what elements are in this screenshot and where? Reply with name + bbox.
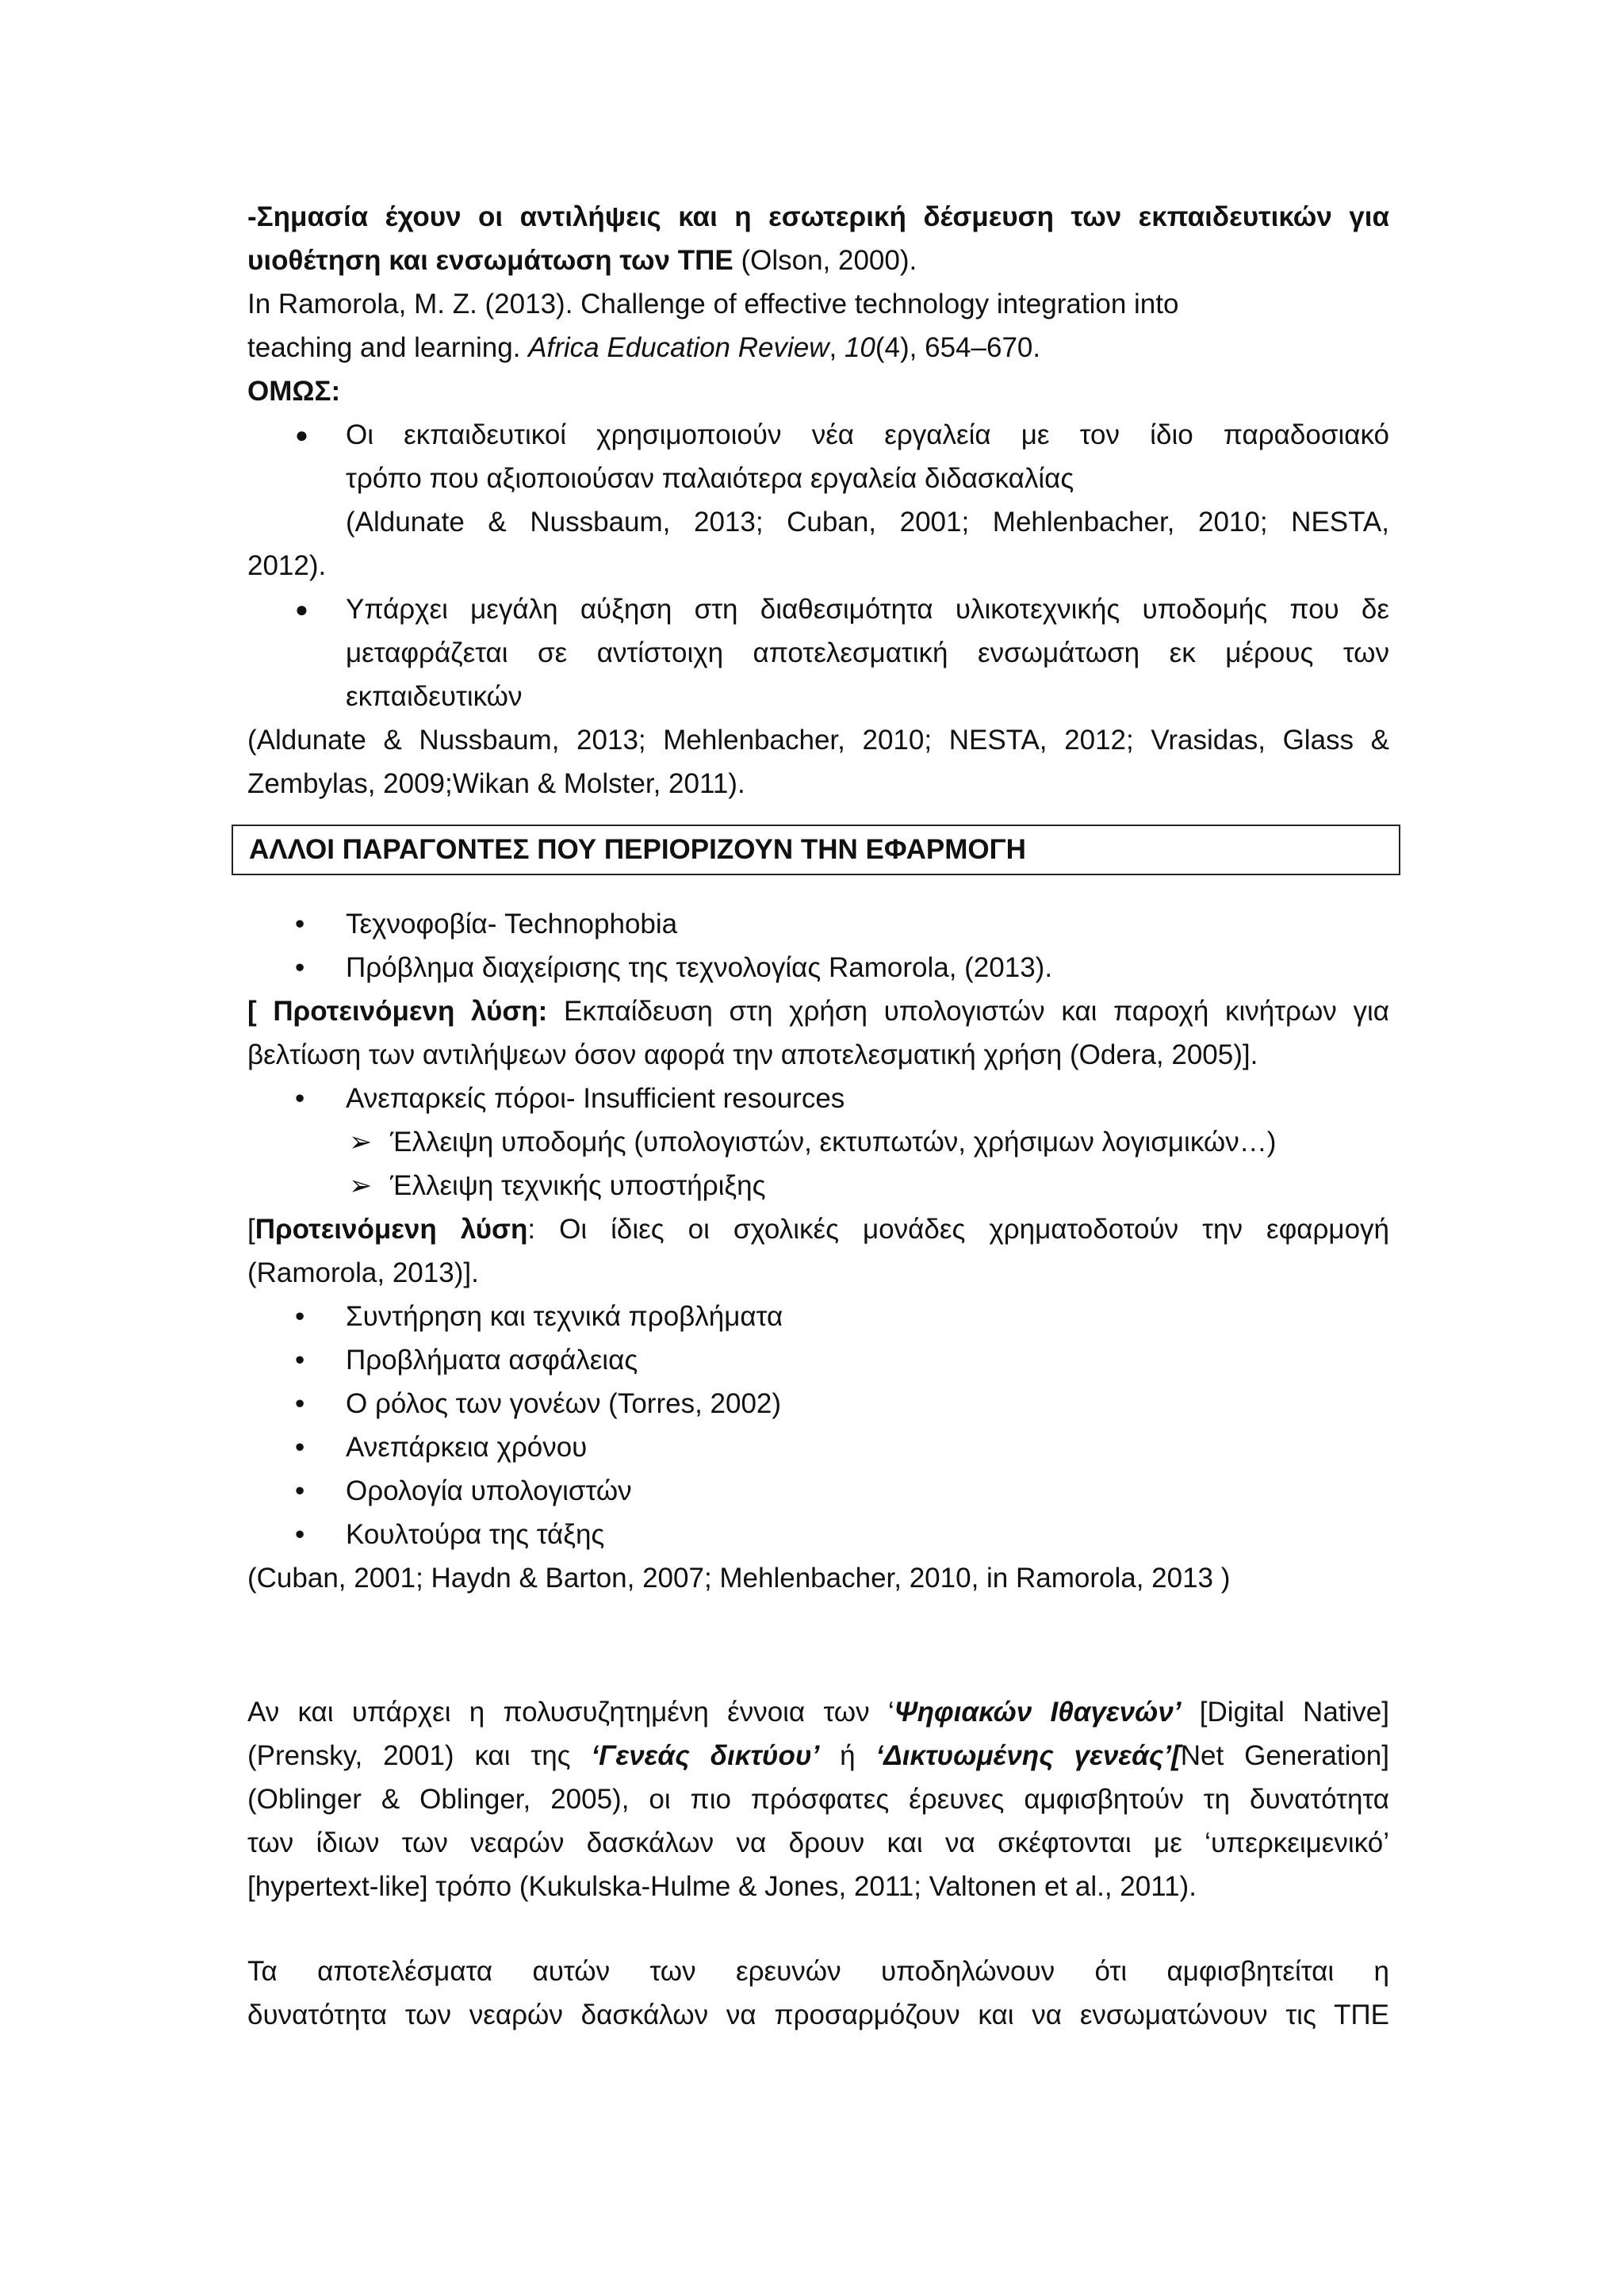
solution-1-label: Προτεινόμενη λύση: [273, 996, 548, 1027]
para-1-line-2 [247, 1734, 1389, 1777]
factor-technophobia: Τεχνοφοβία- Technophobia [346, 909, 678, 939]
omos-label: ΟΜΩΣ: [247, 376, 341, 407]
bullet-1-line-2: τρόπο που αξιοποιούσαν παλαιότερα εργαλεία διδασκαλίας [346, 463, 1074, 494]
factor-insufficient-resources: Ανεπαρκείς πόροι- Insufficient resources [346, 1083, 845, 1114]
sub-infrastructure: Έλλειψη υποδομής (υπολογιστών, εκτυπωτών, χρήσιμων λογισμικών…) [390, 1127, 1277, 1158]
list-item [247, 1295, 1389, 1338]
bullet-icon: ● [295, 597, 308, 622]
reference-volume: 10 [844, 332, 875, 363]
para-1-l1a: Αν και υπάρχει η πολυσυζητημένη έννοια των ‘ [247, 1697, 894, 1728]
bullet-2-citation-2: Zembylas, 2009;Wikan & Molster, 2011). [247, 768, 745, 799]
list-item [247, 1382, 1389, 1425]
factor-maintenance: Συντήρηση και τεχνικά προβλήματα [346, 1301, 783, 1332]
bullet-2-citation-1: (Aldunate & Nussbaum, 2013; Mehlenbacher, 2010; NESTA, 2012; Vrasidas, Glass & [247, 725, 1389, 756]
document-body [247, 195, 1389, 2037]
list-item [247, 1469, 1389, 1513]
factor-technology-management: Πρόβλημα διαχείρισης της τεχνολογίας Ramorola, (2013). [346, 952, 1053, 983]
bullet-icon: • [295, 1301, 305, 1332]
list-item [247, 587, 1389, 718]
bullet-icon: • [295, 1519, 305, 1550]
solution-1-line-1 [247, 989, 1389, 1033]
solution-2-line-1 [247, 1207, 1389, 1251]
para-1-line-1 [247, 1690, 1389, 1734]
solution-1-text: Εκπαίδευση στη χρήση υπολογιστών και παροχή κινήτρων για [547, 996, 1389, 1027]
list-item [247, 1120, 1389, 1164]
para-1-l2c: ή [819, 1740, 876, 1771]
list-item [247, 1425, 1389, 1469]
factor-terminology: Ορολογία υπολογιστών [346, 1475, 632, 1506]
reference-line-2 [247, 326, 1389, 369]
solution-1-line-2: βελτίωση των αντιλήψεων όσον αφορά την αποτελεσματική χρήση (Odera, 2005)]. [247, 1039, 1258, 1070]
bullet-icon: • [295, 1432, 305, 1463]
bullet-1-line-1: Οι εκπαιδευτικοί χρησιμοποιούν νέα εργαλεία με τον ίδιο παραδοσιακό [346, 419, 1389, 450]
bullet-1-citation-1: (Aldunate & Nussbaum, 2013; Cuban, 2001; Mehlenbacher, 2010; NESTA, [346, 507, 1389, 538]
solution-1-open: [ [247, 996, 274, 1027]
intro-line-2 [247, 239, 1389, 282]
para-1-line-4: των ίδιων των νεαρών δασκάλων να δρουν και να σκέφτονται με ‘υπερκειμενικό’ [247, 1827, 1389, 1858]
list-item [247, 1164, 1389, 1207]
bullet-2-line-3: εκπαιδευτικών [346, 681, 523, 712]
list-item [247, 1077, 1389, 1120]
factor-time: Ανεπάρκεια χρόνου [346, 1432, 588, 1463]
bullet-icon: • [295, 1388, 305, 1419]
para-1-line-3: (Oblinger & Oblinger, 2005), οι πιο πρόσφατες έρευνες αμφισβητούν τη δυνατότητα [247, 1784, 1389, 1815]
solution-2-line-2: (Ramorola, 2013)]. [247, 1257, 479, 1288]
factor-security: Προβλήματα ασφάλειας [346, 1345, 638, 1376]
list-item [247, 1338, 1389, 1382]
bullet-icon: • [295, 909, 305, 939]
intro-citation: (Olson, 2000). [733, 245, 917, 276]
para-2-line-1: Τα αποτελέσματα αυτών των ερευνών υποδηλώνουν ότι αμφισβητείται η [247, 1956, 1389, 1987]
para-1-networked-generation: ‘Δικτυωμένης γενεάς’[ [875, 1740, 1181, 1771]
reference-line-1: In Ramorola, M. Z. (2013). Challenge of effective technology integration into [247, 289, 1179, 320]
para-2-line-2: δυνατότητα των νεαρών δασκάλων να προσαρμόζουν και να ενσωματώνουν τις ΤΠΕ [247, 1999, 1389, 2030]
para-1-l1c: [Digital Native] [1181, 1697, 1389, 1728]
solution-2-label: Προτεινόμενη λύση [255, 1214, 528, 1245]
bullet-icon: • [295, 1345, 305, 1376]
arrow-bullet-icon: ➢ [349, 1127, 373, 1158]
bullet-icon: ● [295, 423, 308, 447]
bullet-2-line-2: μεταφράζεται σε αντίστοιχη αποτελεσματική ενσωμάτωση εκ μέρους των [346, 637, 1389, 668]
factor-classroom-culture: Κουλτούρα της τάξης [346, 1519, 605, 1550]
sub-technical-support: Έλλειψη τεχνικής υποστήριξης [390, 1170, 766, 1201]
reference-journal: Africa Education Review [528, 332, 829, 363]
reference-rest: (4), 654–670. [875, 332, 1041, 363]
bullet-1-citation-2: 2012). [247, 550, 327, 581]
list-item [247, 413, 1389, 500]
reference-pre: teaching and learning. [247, 332, 529, 363]
intro-bold-line-2: υιοθέτηση και ενσωμάτωση των ΤΠΕ [247, 245, 733, 276]
para-1-l2e: Net Generation] [1180, 1740, 1389, 1771]
bullet-icon: • [295, 952, 305, 983]
para-1-l2a: (Prensky, 2001) και της [247, 1740, 592, 1771]
factor-parents: Ο ρόλος των γονέων (Torres, 2002) [346, 1388, 782, 1419]
list-item [247, 1513, 1389, 1556]
bullet-icon: • [295, 1083, 305, 1114]
para-1-net-generation: ‘Γενεάς δικτύου’ [591, 1740, 820, 1771]
list-item [247, 946, 1389, 989]
arrow-bullet-icon: ➢ [349, 1170, 373, 1201]
reference-comma: , [829, 332, 845, 363]
bullet-2-line-1: Υπάρχει μεγάλη αύξηση στη διαθεσιμότητα υλικοτεχνικής υποδομής που δε [346, 594, 1389, 625]
list-item [247, 902, 1389, 946]
solution-2-open: [ [247, 1214, 255, 1245]
section-heading: ΑΛΛΟΙ ΠΑΡΑΓΟΝΤΕΣ ΠΟΥ ΠΕΡΙΟΡΙΖΟΥΝ ΤΗΝ ΕΦΑΡΜΟΓΗ [232, 825, 1400, 875]
para-1-line-5: [hypertext-like] τρόπο (Kukulska-Hulme & Jones, 2011; Valtonen et al., 2011). [247, 1871, 1197, 1902]
bullet-icon: • [295, 1475, 305, 1506]
para-1-digital-natives: Ψηφιακών Ιθαγενών’ [894, 1697, 1182, 1728]
intro-bold-line-1: -Σημασία έχουν οι αντιλήψεις και η εσωτερική δέσμευση των εκπαιδευτικών για [247, 201, 1389, 232]
section-citation: (Cuban, 2001; Haydn & Barton, 2007; Mehlenbacher, 2010, in Ramorola, 2013 ) [247, 1563, 1231, 1594]
solution-2-text: : Οι ίδιες οι σχολικές μονάδες χρηματοδοτούν την εφαρμογή [527, 1214, 1390, 1245]
